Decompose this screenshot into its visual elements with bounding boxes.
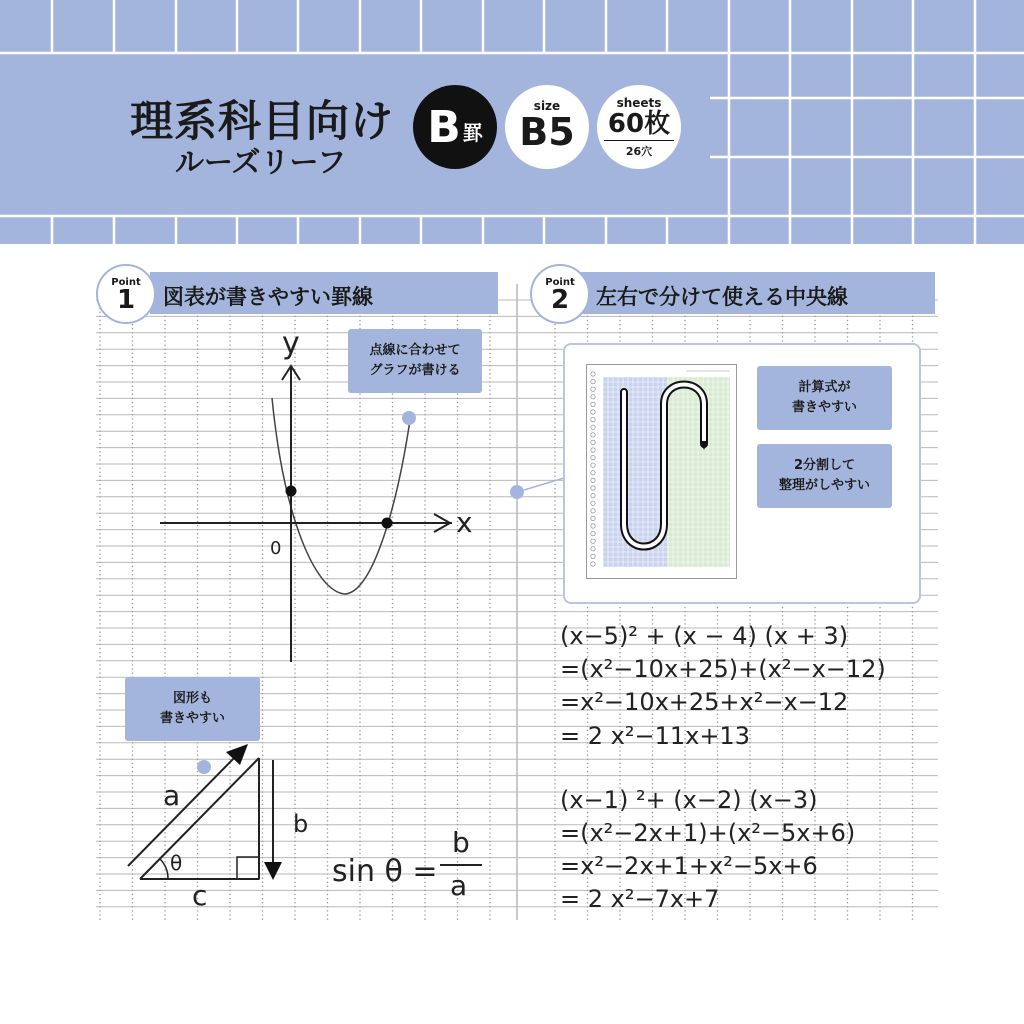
equation-line: =x²−10x+25+x²−x−12: [560, 688, 849, 716]
angle-arc: [160, 859, 168, 879]
y-intercept-point: [286, 486, 297, 497]
side-c-label: c: [192, 879, 208, 912]
graph-note-line2: グラフが書ける: [369, 363, 461, 378]
equation-line: =x²−2x+1+x²−5x+6: [560, 852, 818, 880]
figure-note-line2: 書きやすい: [159, 711, 225, 726]
size-value: B5: [519, 110, 575, 154]
equation-line: =(x²−10x+25)+(x²−x−12): [560, 655, 886, 683]
sheets-label: sheets: [616, 95, 662, 110]
point2-number: 2: [550, 284, 570, 315]
size-label: size: [533, 99, 561, 113]
side-a-label: a: [163, 779, 181, 812]
equation-line: (x−1) ²+ (x−2) (x−3): [560, 786, 818, 814]
origin-label: 0: [270, 538, 282, 559]
point1-label: Point: [111, 276, 141, 288]
split-note-line2: 整理がしやすい: [778, 478, 870, 493]
b-arrow-head: [264, 862, 282, 880]
figure-note-line1: 図形も: [172, 691, 212, 706]
graph-note-dot: [402, 411, 416, 425]
rule-suffix: 罫: [462, 120, 483, 145]
side-b-label: b: [293, 810, 309, 838]
calc-note-line2: 書きやすい: [791, 400, 857, 415]
figure-note-dot: [197, 760, 211, 774]
center-note-dot: [510, 485, 524, 499]
split-note: [757, 444, 892, 508]
fraction-numerator: b: [452, 826, 470, 859]
center-note-line: [524, 478, 564, 490]
point2-label: Point: [545, 276, 575, 288]
y-axis-label: y: [282, 326, 300, 361]
figure-note: [125, 677, 260, 741]
point1-number: 1: [116, 284, 136, 315]
x-axis-label: x: [456, 506, 473, 539]
split-note-line1: 2分割して: [793, 458, 856, 473]
point2-title: 左右で分けて使える中央線: [596, 285, 848, 309]
holes-value: 26穴: [625, 144, 653, 158]
equation-line: = 2 x²−7x+7: [560, 885, 720, 913]
rule-letter: B: [427, 101, 461, 153]
equation-line: =(x²−2x+1)+(x²−5x+6): [560, 819, 856, 847]
sheet-illustration: [586, 364, 738, 580]
calc-note-line1: 計算式が: [798, 380, 851, 395]
right-angle-mark: [237, 857, 259, 879]
sheets-value: 60枚: [604, 110, 674, 141]
triangle-hypotenuse: [140, 758, 259, 879]
theta-label: θ: [170, 851, 183, 875]
equation-line: (x−5)² + (x − 4) (x + 3): [560, 622, 849, 650]
graph-note-line1: 点線に合わせて: [369, 343, 461, 358]
equation-line: = 2 x²−11x+13: [560, 722, 750, 750]
fraction-denominator: a: [450, 869, 468, 902]
sine-formula-left: sin θ =: [332, 854, 438, 889]
calc-note: [757, 366, 892, 430]
a-arrow-line: [128, 755, 237, 866]
x-intercept-point: [382, 518, 393, 529]
product-subtitle: ルーズリーフ: [175, 145, 347, 179]
graph-note: [348, 329, 482, 393]
product-title: 理系科目向け: [130, 97, 394, 147]
point1-title: 図表が書きやすい罫線: [163, 285, 373, 309]
